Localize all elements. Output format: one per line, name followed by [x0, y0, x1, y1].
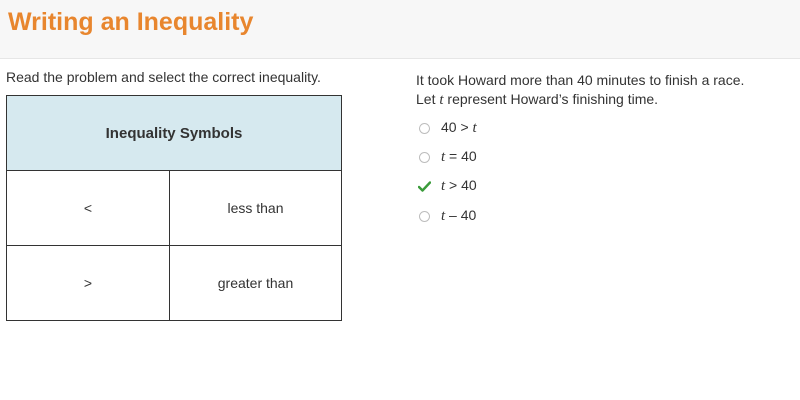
- symbol-cell: <: [7, 171, 170, 246]
- inequality-symbols-table: [6, 95, 342, 321]
- problem-line-2: Let t represent Howard’s finishing time.: [416, 91, 659, 108]
- option-t-greater-40[interactable]: [418, 174, 538, 198]
- table-heading: Inequality Symbols: [7, 96, 342, 171]
- meaning-cell: greater than: [170, 246, 342, 321]
- option-label: t = 40: [441, 148, 477, 165]
- problem-line-1: It took Howard more than 40 minutes to finish a race.: [416, 72, 745, 88]
- option-label: t – 40: [441, 207, 477, 224]
- option-t-minus-40[interactable]: [418, 204, 538, 228]
- symbol-cell: >: [7, 246, 170, 321]
- instruction-text: Read the problem and select the correct inequality.: [6, 69, 321, 85]
- option-40-greater-t[interactable]: [418, 116, 538, 140]
- page-title: Writing an Inequality: [8, 8, 254, 36]
- table-row: [7, 246, 342, 321]
- option-t-equals-40[interactable]: [418, 145, 538, 169]
- header-bar: [0, 0, 800, 59]
- meaning-cell: less than: [170, 171, 342, 246]
- check-icon[interactable]: [418, 180, 431, 193]
- option-label: t > 40: [441, 177, 477, 194]
- problem-text: [416, 71, 744, 110]
- radio-circle-icon[interactable]: [419, 211, 430, 222]
- radio-circle-icon[interactable]: [419, 152, 430, 163]
- radio-circle-icon[interactable]: [419, 123, 430, 134]
- option-label: 40 > t: [441, 119, 477, 136]
- table-row: [7, 171, 342, 246]
